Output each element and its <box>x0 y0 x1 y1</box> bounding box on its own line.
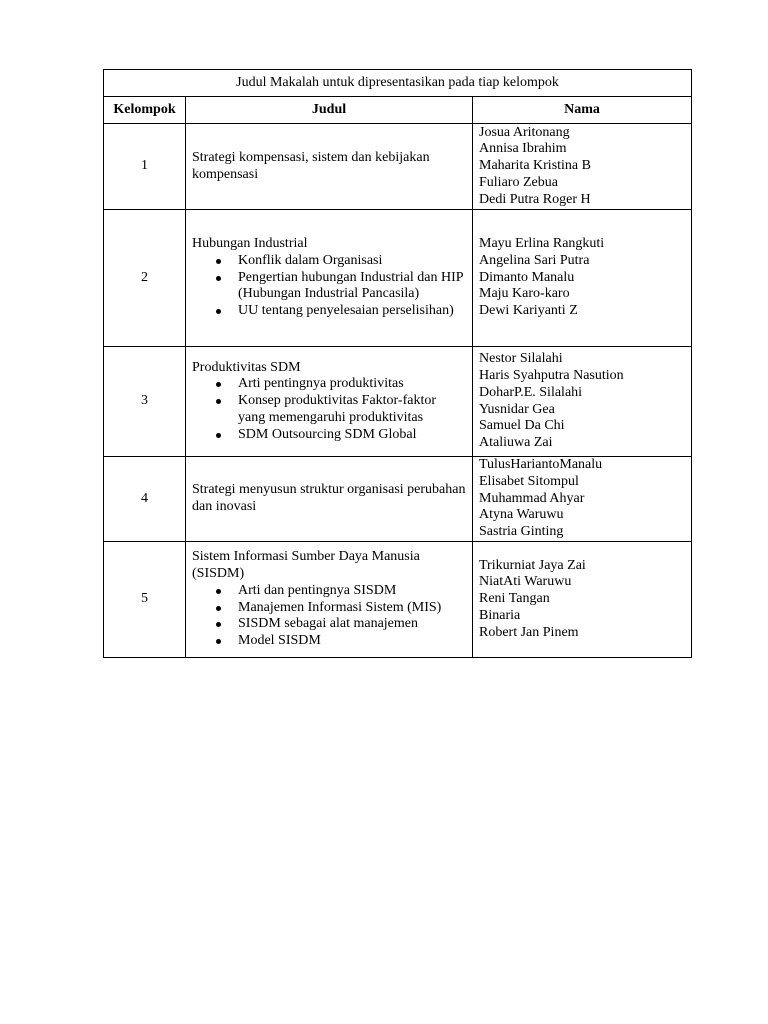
topic-list <box>192 376 466 443</box>
header-row <box>104 97 692 124</box>
title-cell <box>186 347 473 457</box>
table-row <box>104 347 692 457</box>
topic-item: Model SISDM <box>238 633 466 650</box>
title-text: Strategi kompensasi, sistem dan kebijakan kompensasi <box>192 149 430 182</box>
names-list <box>479 125 685 209</box>
topic-list <box>192 253 466 320</box>
member-name: Samuel Da Chi <box>479 418 565 434</box>
caption-row <box>104 70 692 97</box>
topic-list <box>192 583 466 650</box>
topic-item: Konflik dalam Organisasi <box>238 253 466 270</box>
table-row <box>104 542 692 658</box>
member-name: Elisabet Sitompul <box>479 473 579 489</box>
names-list <box>479 457 685 541</box>
names-cell <box>473 347 692 457</box>
member-name: Sastria Ginting <box>479 524 564 540</box>
member-name: DoharP.E. Silalahi <box>479 384 583 400</box>
title-cell <box>186 210 473 347</box>
member-name: Maju Karo-karo <box>479 286 570 302</box>
table-row <box>104 124 692 210</box>
member-name: Maharita Kristina B <box>479 158 591 174</box>
member-name: Dewi Kariyanti Z <box>479 303 578 319</box>
names-list <box>479 236 685 320</box>
names-cell <box>473 210 692 347</box>
names-list <box>479 351 685 452</box>
topic-item: UU tentang penyelesaian perselisihan) <box>238 303 466 320</box>
title-text: Produktivitas SDM <box>192 359 301 375</box>
group-number: 2 <box>104 210 186 347</box>
member-name: Dedi Putra Roger H <box>479 191 591 207</box>
names-cell <box>473 457 692 542</box>
member-name: NiatAti Waruwu <box>479 574 572 590</box>
member-name: Muhammad Ahyar <box>479 490 585 506</box>
member-name: Dimanto Manalu <box>479 269 575 285</box>
member-name: Robert Jan Pinem <box>479 624 579 640</box>
table-row <box>104 457 692 542</box>
topic-item: Pengertian hubungan Industrial dan HIP (Hubungan Industrial Pancasila) <box>238 270 466 304</box>
assignment-table <box>103 69 692 658</box>
member-name: Nestor Silalahi <box>479 351 563 367</box>
member-name: Mayu Erlina Rangkuti <box>479 236 605 251</box>
title-text: Hubungan Industrial <box>192 236 308 251</box>
member-name: Trikurniat Jaya Zai <box>479 557 586 573</box>
member-name: Yusnidar Gea <box>479 401 555 417</box>
member-name: Fuliaro Zebua <box>479 174 558 190</box>
member-name: Annisa Ibrahim <box>479 141 567 157</box>
title-text: Strategi menyusun struktur organisasi perubahan dan inovasi <box>192 482 466 514</box>
group-number: 3 <box>104 347 186 457</box>
member-name: Binaria <box>479 607 521 623</box>
title-cell <box>186 542 473 658</box>
member-name: Atyna Waruwu <box>479 507 564 523</box>
header-group: Kelompok <box>104 97 186 124</box>
member-name: Josua Aritonang <box>479 124 570 140</box>
names-cell <box>473 542 692 658</box>
table-caption: Judul Makalah untuk dipresentasikan pada tiap kelompok <box>104 70 692 97</box>
topic-item: Manajemen Informasi Sistem (MIS) <box>238 600 466 617</box>
group-number: 5 <box>104 542 186 658</box>
title-text: Sistem Informasi Sumber Daya Manusia (SISDM) <box>192 549 420 581</box>
member-name: Reni Tangan <box>479 591 550 607</box>
member-name: Haris Syahputra Nasution <box>479 367 624 383</box>
names-list <box>479 558 685 642</box>
member-name: Ataliuwa Zai <box>479 435 553 451</box>
member-name: Angelina Sari Putra <box>479 252 590 268</box>
group-number: 1 <box>104 124 186 210</box>
member-name: TulusHariantoManalu <box>479 457 603 472</box>
topic-item: SDM Outsourcing SDM Global <box>238 427 466 444</box>
topic-item: Arti dan pentingnya SISDM <box>238 583 466 600</box>
header-names: Nama <box>473 97 692 124</box>
header-title: Judul <box>186 97 473 124</box>
topic-item: Arti pentingnya produktivitas <box>238 376 466 393</box>
title-cell <box>186 124 473 210</box>
group-number: 4 <box>104 457 186 542</box>
topic-item: Konsep produktivitas Faktor-faktor yang memengaruhi produktivitas <box>238 393 466 427</box>
names-cell <box>473 124 692 210</box>
topic-item: SISDM sebagai alat manajemen <box>238 616 466 633</box>
table-row <box>104 210 692 347</box>
title-cell <box>186 457 473 542</box>
